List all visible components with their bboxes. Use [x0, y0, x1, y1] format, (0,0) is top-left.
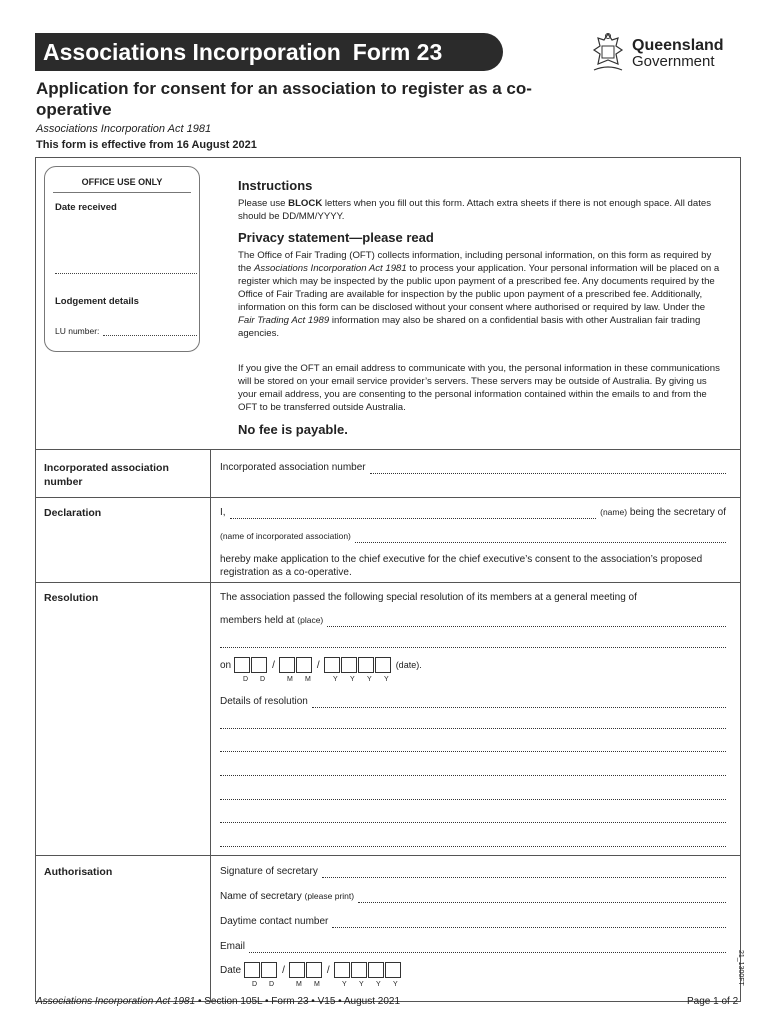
lu-number-field[interactable] — [103, 327, 197, 336]
privacy-paragraph-1: The Office of Fair Trading (OFT) collects information, including personal information, on this form as required by the Associations Incorporation Act 1981 to process your application. Your personal information will be placed on a register which may be inspected by the public upon payment of a prescribed fee. Any documents required by the Office of Fair Trading are available for inspection by the public upon payment of a prescribed fee. Additionally, information on this form can be disclosed without your consent where authorised or required by law. Under the Fair Trading Act 1989 information may also be shared on a confidential basis with other Australian fair trading agencies. — [238, 250, 720, 339]
month-box — [279, 657, 295, 673]
year-box — [385, 962, 401, 978]
form-code: 21_1300FT — [737, 950, 744, 986]
year-box — [375, 657, 391, 673]
year-box — [368, 962, 384, 978]
declaration-text: hereby make application to the chief executive for the chief executive’s consent to the association’s proposed registration as a co-operative. — [220, 554, 703, 578]
privacy-heading: Privacy statement—please read — [238, 230, 434, 245]
date-hint-d: D — [260, 676, 266, 683]
authorisation-date-field[interactable]: Date / / — [220, 962, 402, 978]
coat-of-arms-icon — [588, 30, 628, 76]
date-hint-y: Y — [350, 676, 355, 683]
day-box — [244, 962, 260, 978]
form-subtitle: Application for consent for an association to register as a co-operative — [36, 79, 532, 119]
year-box — [351, 962, 367, 978]
meeting-place-line2[interactable] — [220, 647, 726, 648]
secretary-name-field[interactable]: Name of secretary (please print) — [220, 890, 726, 903]
date-hint-d: D — [269, 981, 275, 988]
year-box — [358, 657, 374, 673]
date-hint-m: M — [305, 676, 311, 683]
date-hint-y: Y — [342, 981, 347, 988]
resolution-details-line[interactable] — [220, 846, 726, 847]
lu-number-label: LU number: — [55, 326, 100, 336]
instructions-text: Please use BLOCK letters when you fill out this form. Attach extra sheets if there is not enough space. All dates should be DD/MM/YYYY. — [238, 198, 712, 222]
email-field[interactable]: Email — [220, 940, 726, 953]
incorporated-number-field[interactable]: Incorporated association number — [220, 461, 726, 474]
logo-line1: Queensland — [632, 37, 724, 54]
section-label-resolution: Resolution — [44, 592, 99, 604]
form-title-bar — [35, 33, 503, 71]
association-name-field[interactable]: (name of incorporated association) — [220, 530, 726, 543]
resolution-details-line[interactable] — [220, 799, 726, 800]
day-box — [251, 657, 267, 673]
resolution-text: The association passed the following special resolution of its members at a general meeting of — [220, 592, 637, 603]
year-box — [334, 962, 350, 978]
meeting-place-field[interactable]: members held at (place) — [220, 614, 726, 627]
date-hint-m: M — [296, 981, 302, 988]
declaration-name-field[interactable]: I, (name) being the secretary of — [220, 507, 726, 518]
signature-field[interactable]: Signature of secretary — [220, 865, 726, 878]
date-received-field[interactable] — [55, 273, 197, 274]
section-label-incorporated: Incorporated association number — [44, 462, 169, 488]
resolution-details-line[interactable] — [220, 751, 726, 752]
year-box — [324, 657, 340, 673]
office-use-title: OFFICE USE ONLY — [53, 177, 191, 193]
date-received-label: Date received — [55, 202, 117, 213]
date-hint-m: M — [314, 981, 320, 988]
fee-statement: No fee is payable. — [238, 422, 348, 437]
divider — [35, 582, 741, 583]
date-hint-d: D — [243, 676, 249, 683]
lu-number-row — [55, 326, 197, 336]
date-hint-y: Y — [393, 981, 398, 988]
resolution-details-line[interactable] — [220, 775, 726, 776]
page-number: Page 1 of 2 — [687, 996, 739, 1007]
footer-reference: Associations Incorporation Act 1981 • Section 105L • Form 23 • V15 • August 2021 — [36, 996, 401, 1007]
day-box — [234, 657, 250, 673]
date-hint-y: Y — [333, 676, 338, 683]
date-hint-y: Y — [367, 676, 372, 683]
contact-number-field[interactable]: Daytime contact number — [220, 915, 726, 928]
office-use-box — [44, 166, 200, 352]
instructions-heading: Instructions — [238, 178, 313, 193]
month-box — [289, 962, 305, 978]
act-name: Associations Incorporation Act 1981 — [36, 123, 212, 135]
date-hint-y: Y — [376, 981, 381, 988]
year-box — [341, 657, 357, 673]
logo-line2: Government — [632, 53, 715, 70]
queensland-government-logo — [588, 30, 748, 80]
privacy-paragraph-2: If you give the OFT an email address to communicate with you, the personal information in these communications will be stored on your email service provider’s servers. These servers may be outside of Australia. By giving us your email address, you are consenting to the personal information contained within the emails to and from the OFT to be transferred outside Australia. — [238, 363, 720, 413]
resolution-details-field[interactable]: Details of resolution — [220, 695, 726, 708]
column-divider — [210, 449, 211, 1002]
date-hint-y: Y — [359, 981, 364, 988]
resolution-details-line[interactable] — [220, 728, 726, 729]
section-label-authorisation: Authorisation — [44, 866, 113, 878]
meeting-date-field[interactable]: on / / (date). — [220, 657, 422, 673]
divider — [35, 855, 741, 856]
divider — [35, 449, 741, 450]
form-number: Form 23 — [352, 39, 443, 65]
month-box — [306, 962, 322, 978]
date-hint-m: M — [287, 676, 293, 683]
divider — [35, 497, 741, 498]
resolution-details-line[interactable] — [220, 822, 726, 823]
date-hint-y: Y — [384, 676, 389, 683]
date-hint-d: D — [252, 981, 258, 988]
effective-date: This form is effective from 16 August 2021 — [36, 139, 257, 151]
lodgement-details-label: Lodgement details — [55, 296, 139, 307]
day-box — [261, 962, 277, 978]
form-title: Associations Incorporation — [43, 39, 341, 65]
month-box — [296, 657, 312, 673]
section-label-declaration: Declaration — [44, 507, 102, 519]
